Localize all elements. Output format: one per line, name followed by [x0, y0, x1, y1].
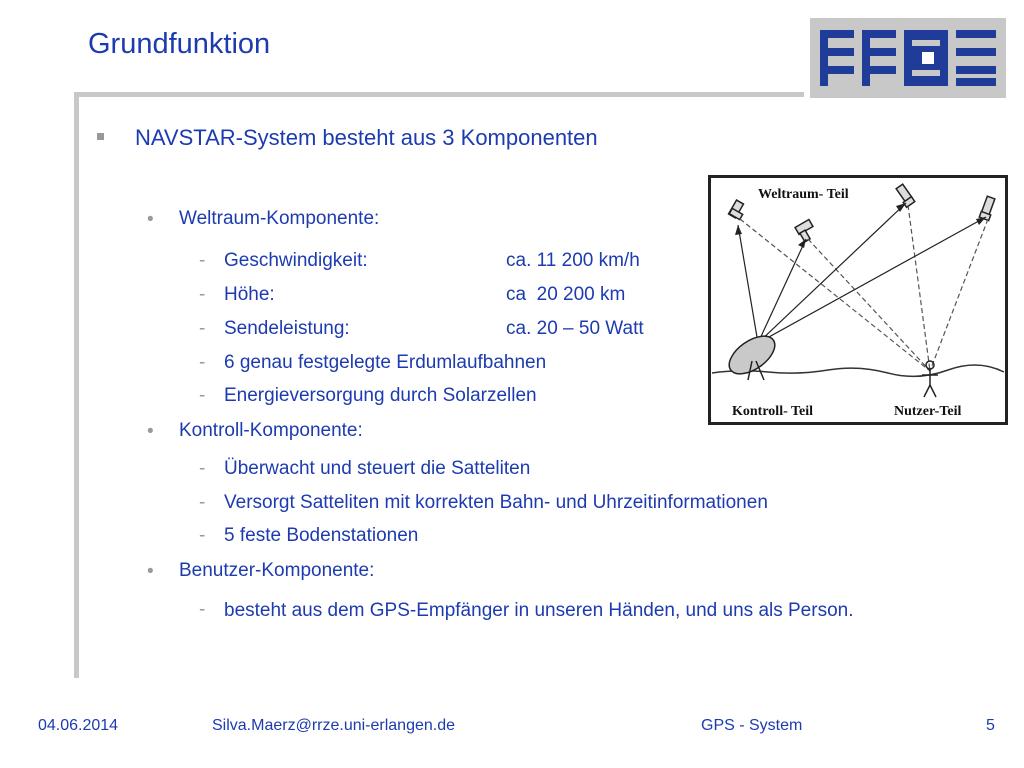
item-label: 5 feste Bodenstationen [224, 525, 419, 546]
bullet-icon: • [147, 421, 154, 442]
item-label: Sendeleistung: [224, 318, 350, 339]
footer-date: 04.06.2014 [38, 717, 119, 734]
dash-icon: - [199, 525, 206, 546]
section-heading-weltraum: Weltraum-Komponente: [179, 208, 380, 229]
item-label: Höhe: [224, 284, 275, 305]
footer-author: Silva.Maerz@rrze.uni-erlangen.de [212, 717, 456, 734]
footer-page-number: 5 [986, 717, 995, 734]
slide-title: Grundfunktion [88, 28, 271, 60]
dash-icon: - [199, 599, 206, 620]
diagram-bottom-left-label: Kontroll- Teil [732, 404, 814, 419]
dash-icon: - [199, 492, 206, 513]
dash-icon: - [199, 385, 206, 406]
item-label: Energieversorgung durch Solarzellen [224, 385, 537, 406]
item-value: ca. 20 – 50 Watt [506, 318, 644, 339]
bullet-icon: • [147, 209, 154, 230]
item-label: besteht aus dem GPS-Empfänger in unseren Händen, und uns als Person. [224, 600, 854, 621]
dash-icon: - [199, 284, 206, 305]
item-value: ca. 11 200 km/h [506, 250, 640, 271]
item-label: Überwacht und steuert die Satteliten [224, 458, 531, 479]
frame-top-line [74, 92, 804, 97]
diagram-bottom-right-label: Nutzer-Teil [894, 404, 962, 419]
item-label: Geschwindigkeit: [224, 250, 368, 271]
dash-icon: - [199, 250, 206, 271]
diagram-top-label: Weltraum- Teil [758, 187, 849, 202]
bullet-icon: • [147, 561, 154, 582]
item-value: ca 20 200 km [506, 284, 626, 305]
square-bullet-icon [97, 133, 104, 140]
section-heading-benutzer: Benutzer-Komponente: [179, 560, 375, 581]
rrze-logo [810, 18, 1006, 98]
main-bullet-text: NAVSTAR-System besteht aus 3 Komponenten [135, 125, 598, 150]
frame-left-line [74, 92, 79, 678]
section-heading-kontroll: Kontroll-Komponente: [179, 420, 363, 441]
dash-icon: - [199, 318, 206, 339]
dash-icon: - [199, 352, 206, 373]
footer-topic: GPS - System [701, 717, 803, 734]
gps-components-diagram [708, 175, 1008, 425]
item-label: Versorgt Satteliten mit korrekten Bahn- und Uhrzeitinformationen [224, 492, 768, 513]
item-label: 6 genau festgelegte Erdumlaufbahnen [224, 352, 547, 373]
dash-icon: - [199, 458, 206, 479]
